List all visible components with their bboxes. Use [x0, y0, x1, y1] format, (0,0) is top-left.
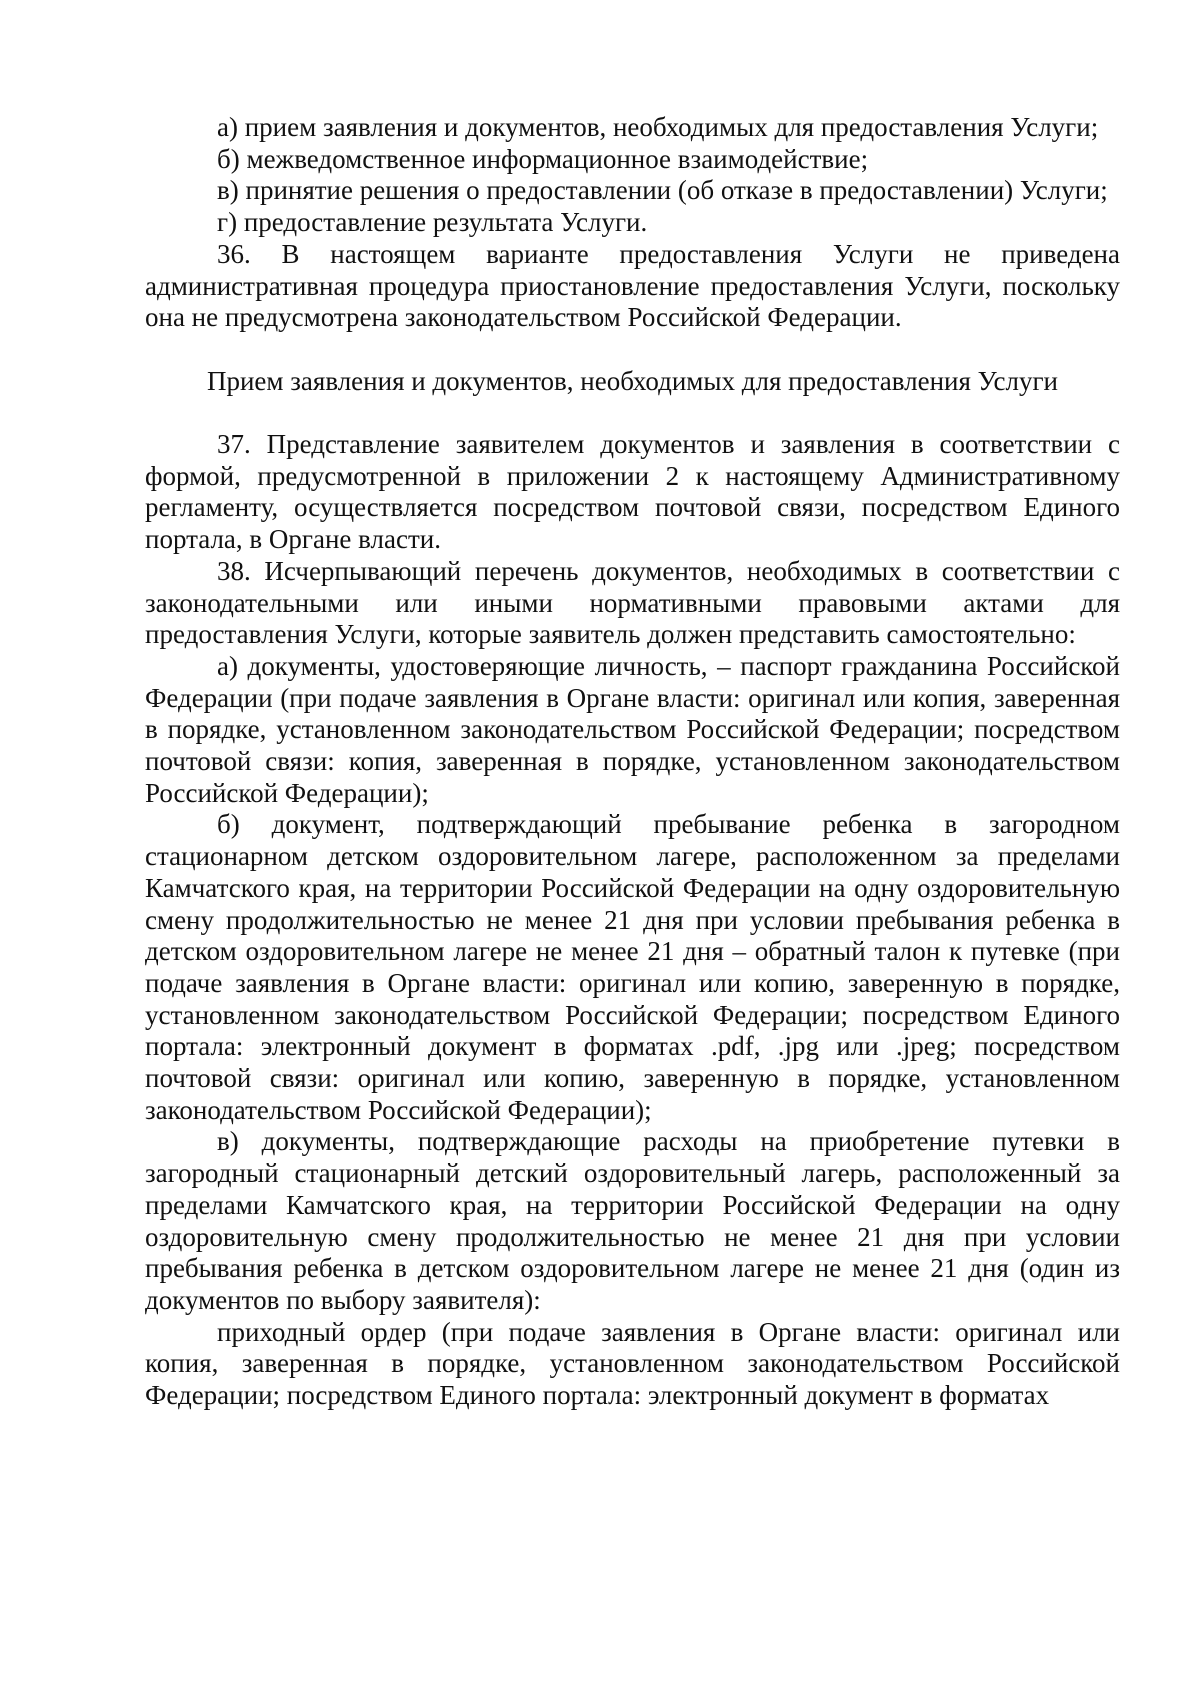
paragraph-38-item-a: а) документы, удостоверяющие личность, – паспорт гражданина Российской Федерации (при подаче заявления в Органе власти: оригинал или копия, заверенная в порядке, установленном законодательством Российской Федерации; посредством почтовой связи: копия, заверенная в порядке, установленном законодательством Российской Федерации);	[145, 650, 1120, 808]
section-heading: Прием заявления и документов, необходимых для предоставления Услуги	[206, 365, 1058, 396]
paragraph-38-item-b: б) документ, подтверждающий пребывание ребенка в загородном стационарном детском оздоровительном лагере, расположенном за пределами Камчатского края, на территории Российской Федерации на одну оздоровительную смену продолжительностью не менее 21 дня при условии пребывания ребенка в детском оздоровительном лагере не менее 21 дня – обратный талон к путевке (при подаче заявления в Органе власти: оригинал или копию, заверенную в порядке, установленном законодательством Российской Федерации; посредством Единого портала: электронный документ в форматах .pdf, .jpg или .jpeg; посредством почтовой связи: оригинал или копию, заверенную в порядке, установленном законодательством Российской Федерации);	[145, 809, 1120, 1125]
document-page	[145, 112, 1120, 1412]
paragraph-38-item-v: в) документы, подтверждающие расходы на приобретение путевки в загородный стационарный детский оздоровительный лагерь, расположенный за пределами Камчатского края, на территории Российской Федерации на одну оздоровительную смену продолжительностью не менее 21 дня при условии пребывания ребенка в детском оздоровительном лагере не менее 21 дня (один из документов по выбору заявителя):	[145, 1126, 1120, 1315]
paragraph-37: 37. Представление заявителем документов и заявления в соответствии с формой, предусмотренной в приложении 2 к настоящему Административному регламенту, осуществляется посредством почтовой связи, посредством Единого портала, в Органе власти.	[145, 429, 1120, 555]
paragraph-receipt-order: приходный ордер (при подаче заявления в Органе власти: оригинал или копия, заверенная в порядке, установленном законодательством Российской Федерации; посредством Единого портала: электронный документ в форматах	[145, 1316, 1120, 1411]
paragraph-36: 36. В настоящем варианте предоставления Услуги не приведена административная процедура приостановление предоставления Услуги, поскольку она не предусмотрена законодательством Российской Федерации.	[145, 238, 1120, 333]
paragraph-item-a-intake: а) прием заявления и документов, необходимых для предоставления Услуги;	[217, 112, 1099, 142]
paragraph-item-g-result: г) предоставление результата Услуги.	[217, 207, 648, 238]
paragraph-item-v-decision: в) принятие решения о предоставлении (об отказе в предоставлении) Услуги;	[217, 175, 1108, 206]
paragraph-38: 38. Исчерпывающий перечень документов, необходимых в соответствии с законодательными или иными нормативными правовыми актами для предоставления Услуги, которые заявитель должен представить самостоятельно:	[145, 555, 1120, 650]
paragraph-item-b-interagency: б) межведомственное информационное взаимодействие;	[217, 143, 869, 174]
